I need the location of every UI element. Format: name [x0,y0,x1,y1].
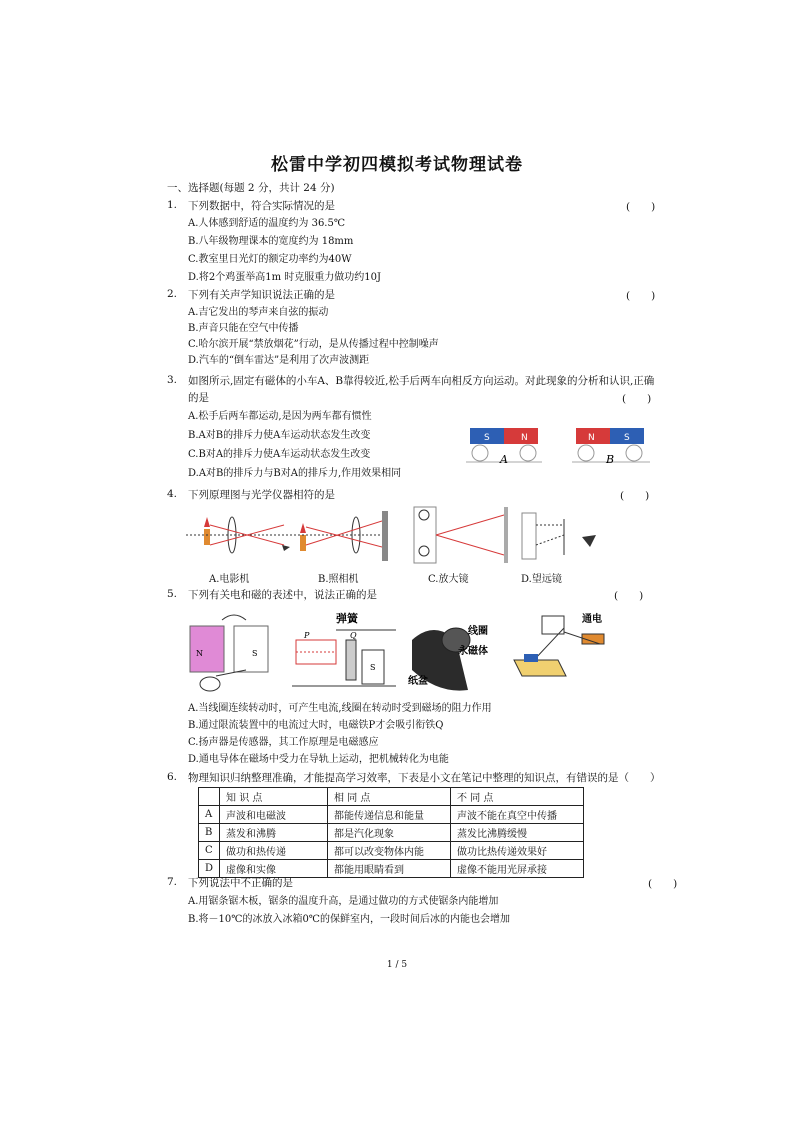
svg-text:S: S [252,649,258,658]
option: B.通过限流装置中的电流过大时，电磁铁P才会吸引衔铁Q [188,720,444,731]
question-text: 如图所示,固定有磁体的小车A、B靠得较近,松手后两车向相反方向运动。对此现象的分析和认识,正确 [188,375,655,387]
table-header [199,788,584,806]
table-cell: 蒸发和沸腾 [220,824,328,842]
rail-motor-figure [514,612,604,676]
question-text-cont: 的是 [188,392,209,404]
table-cell: 做功和热传递 [220,842,328,860]
table-cell: 相 同 点 [328,788,451,806]
knowledge-table [198,787,584,878]
question-text: 下列数据中，符合实际情况的是 [188,200,335,212]
svg-text:P: P [304,631,310,640]
table-cell: 不 同 点 [451,788,584,806]
optics-diagrams [186,505,606,567]
table-cell: B [199,824,220,842]
svg-text:A: A [500,453,508,466]
figure-caption: C.放大镜 [428,574,469,585]
question-number: 1. [167,199,178,211]
answer-bracket: ( ) [614,590,644,602]
option: C.哈尔滨开展“禁放烟花”行动，是从传播过程中控制噪声 [188,339,439,350]
table-row [199,824,584,842]
question-number: 5. [167,588,178,600]
svg-text:永磁体: 永磁体 [458,646,488,657]
question-text: 物理知识归纳整理准确，才能提高学习效率，下表是小文在笔记中整理的知识点，有错误的是（ ） [188,772,661,784]
svg-text:S: S [484,433,490,443]
table-cell: 知 识 点 [220,788,328,806]
table-cell: 都可以改变物体内能 [328,842,451,860]
svg-text:弹簧: 弹簧 [336,612,358,625]
svg-text:通电: 通电 [582,614,602,625]
diagram-c [414,507,508,563]
table-cell: 蒸发比沸腾缓慢 [451,824,584,842]
svg-text:纸盆: 纸盆 [408,676,428,687]
diagram-a [186,517,296,553]
table-cell: 声波和电磁波 [220,806,328,824]
answer-bracket: ( ) [648,878,678,890]
svg-text:S: S [624,433,630,443]
option: B.A对B的排斥力使A车运动状态发生改变 [188,430,371,441]
option: A.用锯条锯木板，锯条的温度升高，是通过做功的方式使锯条内能增加 [188,896,499,907]
question-text: 下列有关电和磁的表述中，说法正确的是 [188,589,377,601]
question-text: 下列说法中不正确的是 [188,877,293,889]
table-cell: C [199,842,220,860]
question-text: 下列原理图与光学仪器相符的是 [188,489,335,501]
diagram-b [298,511,388,561]
svg-text:N: N [521,433,528,443]
generator-figure [190,615,268,691]
option: C.B对A的排斥力使A车运动状态发生改变 [188,449,371,460]
option: A.松手后两车都运动,是因为两车都有惯性 [188,411,372,422]
question-number: 3. [167,374,178,386]
question-number: 2. [167,288,178,300]
car-a [466,428,542,466]
answer-bracket: ( ) [622,393,652,405]
table-cell: D [199,860,220,878]
table-cell: 都能传递信息和能量 [328,806,451,824]
table-cell: A [199,806,220,824]
question-number: 7. [167,876,178,888]
answer-bracket: ( ) [626,290,656,302]
question-number: 4. [167,488,178,500]
svg-text:S: S [370,663,376,672]
table-row [199,860,584,878]
figure-caption: A.电影机 [209,574,250,585]
table-cell: 声波不能在真空中传播 [451,806,584,824]
figure-caption: B.照相机 [318,574,359,585]
option: C.教室里日光灯的额定功率约为40W [188,254,352,265]
option: A.吉它发出的琴声来自弦的振动 [188,307,329,318]
option: B.声音只能在空气中传播 [188,323,299,334]
car-b [572,428,650,466]
electromagnetism-figures [186,610,616,696]
option: B.将－10℃的冰放入冰箱0℃的保鲜室内，一段时间后冰的内能也会增加 [188,914,510,925]
loudspeaker-figure [408,624,488,691]
table-row [199,842,584,860]
answer-bracket: ( ) [620,490,650,502]
option: D.通电导体在磁场中受力在导轨上运动，把机械转化为电能 [188,754,449,765]
table-row [199,806,584,824]
option: A.当线圈连续转动时，可产生电流,线圈在转动时受到磁场的阻力作用 [188,703,492,714]
answer-bracket: ( ) [626,201,656,213]
table-cell [199,788,220,806]
svg-text:N: N [196,649,203,658]
svg-text:B: B [606,453,615,466]
option: A.人体感到舒适的温度约为 36.5℃ [188,218,346,229]
section-heading: 一、选择题(每题 2 分，共计 24 分) [167,182,335,194]
table-cell: 虚像不能用光屏承接 [451,860,584,878]
option: D.汽车的“倒车雷达”是利用了次声波测距 [188,355,370,366]
page-number: 1 / 5 [386,960,408,970]
option: B.八年级物理课本的宽度约为 18mm [188,236,354,247]
page-title: 松雷中学初四模拟考试物理试卷 [271,155,523,175]
question-number: 6. [167,771,178,783]
current-limiter-figure [292,611,396,686]
svg-text:线圈: 线圈 [468,626,488,637]
table-cell: 都能用眼睛看到 [328,860,451,878]
table-cell: 都是汽化现象 [328,824,451,842]
option: C.扬声器是传感器，其工作原理是电磁感应 [188,737,379,748]
table-cell: 虚像和实像 [220,860,328,878]
figure-caption: D.望远镜 [521,574,562,585]
svg-text:N: N [588,433,595,443]
magnet-cars-figure [466,420,656,470]
diagram-d [522,513,596,559]
option: D.将2个鸡蛋举高1m 时克服重力做功约10J [188,272,381,283]
table-cell: 做功比热传递效果好 [451,842,584,860]
svg-text:Q: Q [350,631,357,640]
option: D.A对B的排斥力与B对A的排斥力,作用效果相同 [188,468,402,479]
question-text: 下列有关声学知识说法正确的是 [188,289,335,301]
